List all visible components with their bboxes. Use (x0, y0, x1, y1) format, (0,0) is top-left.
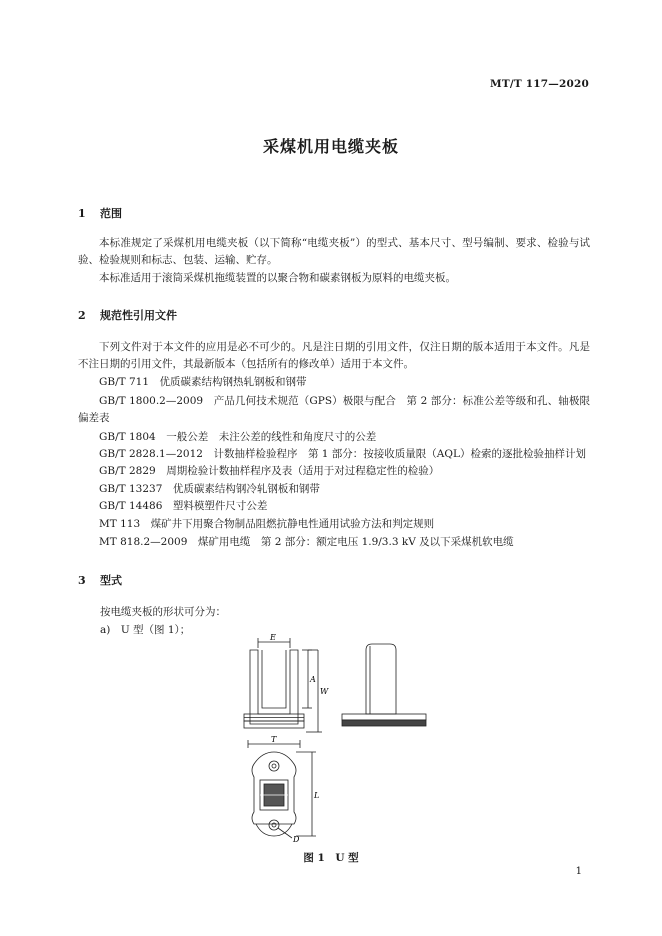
dimension-label-a: A (310, 675, 316, 684)
section-3-paragraph-1: 按电缆夹板的形状可分为： (100, 606, 226, 618)
dimension-label-e: E (270, 633, 276, 642)
dimension-label-d: D (293, 835, 300, 844)
list-item-a: a) U 型（图 1）； (100, 624, 191, 636)
u-clamp-front-outline (250, 650, 298, 724)
u-clamp-inner-line (262, 650, 286, 708)
mounting-hole-top (269, 761, 279, 771)
reference-item: GB/T 14486 塑料模塑件尺寸公差 (99, 500, 268, 512)
reference-item: MT 818.2—2009 煤矿用电缆 第 2 部分：额定电压 1.9/3.3 kV 及以下采煤机软电缆 (99, 536, 514, 548)
side-view-plate-bottom (342, 720, 426, 726)
reference-item: GB/T 1800.2—2009 产品几何技术规范（GPS）极限与配合 第 2 部分：标准公差等级和孔、轴极限偏差表 (78, 395, 590, 425)
reference-item: GB/T 711 优质碳素结构钢热轧钢板和钢带 (99, 376, 307, 388)
reference-item: GB/T 2828.1—2012 计数抽样检验程序 第 1 部分：按接收质量限（AQL）检索的逐批检验抽样计划 (99, 448, 586, 460)
dimension-label-l: L (314, 791, 320, 800)
mounting-hole-bottom (269, 820, 279, 830)
page-number: 1 (575, 866, 582, 877)
reference-item: GB/T 1804 一般公差 未注公差的线性和角度尺寸的公差 (99, 431, 377, 443)
section-number: 3 (78, 574, 86, 587)
section-number: 2 (78, 309, 86, 322)
section-1-heading (78, 205, 122, 221)
dimension-label-t: T (271, 735, 277, 744)
section-title: 规范性引用文件 (100, 309, 177, 322)
side-view-plate-top (342, 714, 426, 720)
document-title: 采煤机用电缆夹板 (262, 137, 399, 156)
section-title: 型式 (100, 574, 122, 587)
figure-1-caption: 图 1 U 型 (303, 852, 359, 864)
section-title: 范围 (100, 207, 122, 220)
document-number: MT/T 117—2020 (490, 78, 589, 90)
base-plate-bottom (244, 721, 304, 728)
dimension-label-w: W (320, 687, 329, 696)
section-number: 1 (78, 207, 86, 220)
section-1-paragraph-2: 本标准适用于滚筒采煤机拖缆装置的以聚合物和碳素钢板为原料的电缆夹板。 (99, 272, 456, 284)
section-3-heading (78, 572, 122, 588)
figure-1-u-type-drawing (240, 632, 430, 844)
reference-item: GB/T 13237 优质碳素结构钢冷轧钢板和钢带 (99, 483, 320, 495)
section-1-paragraph-1: 本标准规定了采煤机用电缆夹板（以下简称“电缆夹板”）的型式、基本尺寸、型号编制、要求、检验与试验、检验规则和标志、包装、运输、贮存。 (78, 237, 590, 267)
reference-item: GB/T 2829 周期检验计数抽样程序及表（适用于对过程稳定性的检验） (99, 465, 440, 477)
section-2-paragraph-1: 下列文件对于本文件的应用是必不可少的。凡是注日期的引用文件，仅注日期的版本适用于本文件。凡是不注日期的引用文件，其最新版本（包括所有的修改单）适用于本文件。 (78, 341, 590, 371)
section-2-heading (78, 307, 177, 323)
reference-item: MT 113 煤矿井下用聚合物制品阻燃抗静电性通用试验方法和判定规则 (99, 518, 435, 530)
side-view-body (366, 644, 396, 714)
